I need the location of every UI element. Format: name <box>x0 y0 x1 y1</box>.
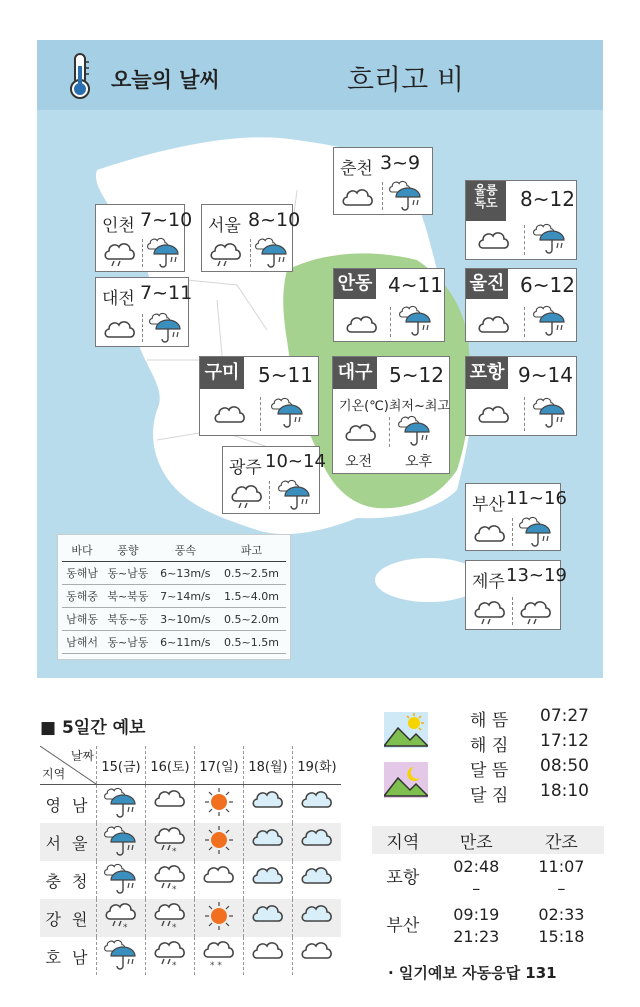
table-row <box>62 608 286 631</box>
partly-cloudy-icon <box>299 785 335 819</box>
umbrella-rain-icon <box>148 310 184 344</box>
city-temp: 10~14 <box>265 451 326 472</box>
umbrella-rain-icon <box>532 395 568 429</box>
partly-cloudy-icon <box>250 823 286 857</box>
cloud-rain-icon <box>208 239 242 267</box>
region-label: 영 남 <box>45 795 91 815</box>
sea-cell: 6~11m/s <box>154 631 217 654</box>
table-row <box>62 631 286 654</box>
forecast-row <box>40 899 341 937</box>
city-card-gwangju <box>222 446 326 514</box>
cloud-icon <box>201 861 237 895</box>
five-day-forecast-table <box>40 746 341 975</box>
cloud-rain-snow-icon <box>152 861 188 895</box>
umbrella-rain-icon <box>103 823 139 857</box>
tide-high <box>434 902 519 950</box>
city-temp: 11~16 <box>506 488 567 509</box>
partly-cloudy-icon <box>250 861 286 895</box>
cloud-icon <box>476 401 510 425</box>
sunrise-icon <box>384 712 428 748</box>
city-badge: 울릉 독도 <box>466 181 506 221</box>
region-label: 충 청 <box>45 871 91 891</box>
tide-time: 15:18 <box>538 927 585 946</box>
tide-header: 지역 <box>372 826 434 854</box>
cloud-snow-icon <box>201 937 237 971</box>
tide-table <box>372 826 604 950</box>
city-card-pohang <box>465 356 577 436</box>
partly-cloudy-icon <box>250 899 286 933</box>
cloud-rain-snow-icon <box>103 899 139 933</box>
umbrella-rain-icon <box>277 477 313 511</box>
city-name: 춘천 <box>340 159 373 179</box>
umbrella-rain-icon <box>270 395 306 429</box>
cloud-icon <box>476 311 510 335</box>
sea-cell: 0.5~2.0m <box>217 608 286 631</box>
moonset-time: 18:10 <box>540 781 589 801</box>
sea-cell: 0.5~1.5m <box>217 631 286 654</box>
sun-icon <box>201 785 237 819</box>
city-card-gumi <box>199 356 319 436</box>
sea-header: 풍속 <box>154 539 217 562</box>
city-temp: 6~12 <box>520 273 575 297</box>
svg-text:*: * <box>172 961 177 971</box>
sea-header: 바다 <box>62 539 102 562</box>
sunset-label: 해 짐 <box>470 736 509 756</box>
city-card-chuncheon <box>333 147 433 215</box>
city-card-incheon <box>95 204 193 272</box>
cloud-icon <box>152 785 188 819</box>
day-header: 15(금) <box>97 746 146 785</box>
city-card-seoul <box>201 204 301 272</box>
cloud-rain-snow-icon <box>152 937 188 971</box>
umbrella-rain-icon <box>146 235 182 269</box>
day-header: 19(화) <box>293 746 342 785</box>
day-header: 16(토) <box>146 746 195 785</box>
pm-label: 오후 <box>405 454 433 470</box>
sea-cell: 0.5~2.5m <box>217 562 286 585</box>
city-name: 대전 <box>102 289 135 309</box>
partly-cloudy-icon <box>299 823 335 857</box>
sunrise-time: 07:27 <box>540 706 589 726</box>
weather-summary: 흐리고 비 <box>347 63 465 96</box>
cloud-icon <box>299 937 335 971</box>
tide-low <box>519 854 604 902</box>
cloud-rain-snow-icon <box>152 823 188 857</box>
city-name: 인천 <box>102 216 135 236</box>
tide-high <box>434 854 519 902</box>
svg-text:*: * <box>123 923 128 933</box>
city-card-daejeon <box>95 277 193 347</box>
day-header: 17(일) <box>195 746 244 785</box>
city-card-uljin <box>465 268 577 342</box>
corner-top-label: 날짜 <box>70 749 94 763</box>
svg-text:*: * <box>172 847 177 857</box>
sea-cell: 동~남동 <box>102 562 154 585</box>
cloud-rain-icon <box>229 481 263 509</box>
sunrise-label: 해 뜸 <box>470 711 509 731</box>
moonset-label: 달 짐 <box>470 786 509 806</box>
city-temp: 7~11 <box>140 282 193 304</box>
umbrella-rain-icon <box>532 303 568 337</box>
table-row <box>372 902 604 950</box>
cloud-rain-icon <box>102 239 136 267</box>
forecast-row <box>40 785 341 824</box>
tide-time: 02:33 <box>538 905 585 924</box>
sea-cell: 동~남동 <box>102 631 154 654</box>
partly-cloudy-icon <box>299 899 335 933</box>
phone-service-note: · 일기예보 자동응답 131 <box>388 964 557 982</box>
tide-time: – <box>557 879 566 898</box>
region-label: 호 남 <box>45 947 91 967</box>
umbrella-rain-icon <box>388 178 424 212</box>
cloud-rain-snow-icon <box>152 899 188 933</box>
sunset-time: 17:12 <box>540 731 589 751</box>
city-temp: 5~12 <box>389 363 444 387</box>
tide-time: 09:19 <box>453 905 500 924</box>
forecast-title: ■ 5일간 예보 <box>40 718 146 738</box>
tide-header: 간조 <box>519 826 604 854</box>
tide-low <box>519 902 604 950</box>
sea-conditions-table <box>57 534 291 660</box>
sea-cell: 7~14m/s <box>154 585 217 608</box>
city-card-busan <box>465 483 567 551</box>
moonrise-time: 08:50 <box>540 756 589 776</box>
sea-cell: 북~북동 <box>102 585 154 608</box>
sea-cell: 동해중 <box>62 585 102 608</box>
cloud-icon <box>250 937 286 971</box>
svg-text:*: * <box>172 923 177 933</box>
umbrella-rain-icon <box>532 221 568 255</box>
cloud-icon <box>340 184 374 208</box>
tide-region: 포항 <box>386 868 420 888</box>
city-temp: 9~14 <box>518 363 573 387</box>
svg-text:*: * <box>172 885 177 895</box>
tide-time: – <box>472 879 481 898</box>
city-card-jeju <box>465 560 567 630</box>
sea-header: 풍향 <box>102 539 154 562</box>
map-header <box>37 40 603 110</box>
umbrella-rain-icon <box>103 785 139 819</box>
city-temp: 5~11 <box>258 363 313 387</box>
tide-region: 부산 <box>386 916 420 936</box>
am-label: 오전 <box>345 454 373 470</box>
region-label: 강 원 <box>40 899 97 937</box>
thermometer-icon <box>67 52 93 100</box>
page-title: 오늘의 날씨 <box>111 68 220 92</box>
umbrella-rain-icon <box>398 303 434 337</box>
forecast-row <box>40 823 341 861</box>
city-badge: 구미 <box>200 357 244 389</box>
city-badge: 안동 <box>334 269 376 299</box>
sea-cell: 북동~동 <box>102 608 154 631</box>
tide-time: 11:07 <box>538 857 585 876</box>
table-row <box>62 585 286 608</box>
cloud-icon <box>343 419 377 443</box>
forecast-row <box>40 861 341 899</box>
cloud-icon <box>476 227 510 251</box>
city-badge: 울진 <box>466 269 508 299</box>
city-name: 제주 <box>472 572 505 592</box>
cloud-icon <box>344 311 378 335</box>
sea-cell: 남해동 <box>62 608 102 631</box>
region-label: 서 울 <box>40 823 97 861</box>
table-row <box>372 854 604 902</box>
moonrise-label: 달 뜸 <box>470 761 509 781</box>
umbrella-rain-icon <box>254 235 290 269</box>
cloud-rain-icon <box>472 597 506 625</box>
sea-cell: 6~13m/s <box>154 562 217 585</box>
moonrise-icon <box>384 762 428 798</box>
day-header: 18(월) <box>244 746 293 785</box>
table-row <box>62 562 286 585</box>
sea-cell: 1.5~4.0m <box>217 585 286 608</box>
city-name: 부산 <box>472 495 505 515</box>
sea-cell: 3~10m/s <box>154 608 217 631</box>
city-card-ulleung-dokdo <box>465 180 577 260</box>
partly-cloudy-icon <box>299 861 335 895</box>
city-name: 서울 <box>208 216 241 236</box>
city-card-andong <box>333 268 445 342</box>
corner-cell <box>40 746 97 785</box>
city-card-daegu <box>332 356 450 474</box>
umbrella-rain-icon <box>397 413 433 447</box>
sea-header: 파고 <box>217 539 286 562</box>
tide-header: 만조 <box>434 826 519 854</box>
umbrella-rain-icon <box>518 514 554 548</box>
partly-cloudy-icon <box>250 785 286 819</box>
cloud-icon <box>102 316 136 340</box>
city-temp: 3~9 <box>380 152 421 174</box>
svg-text:* *: * * <box>210 961 222 971</box>
city-temp: 13~19 <box>506 565 567 586</box>
umbrella-rain-icon <box>103 937 139 971</box>
city-temp: 8~10 <box>248 209 301 231</box>
tide-time: 02:48 <box>453 857 500 876</box>
weather-map <box>37 40 603 678</box>
sun-icon <box>201 823 237 857</box>
sun-icon <box>201 899 237 933</box>
cloud-rain-icon <box>518 597 552 625</box>
tide-time: 21:23 <box>453 927 500 946</box>
city-temp: 8~12 <box>520 187 575 211</box>
sea-cell: 남해서 <box>62 631 102 654</box>
city-temp: 7~10 <box>140 209 193 231</box>
corner-bottom-label: 지역 <box>42 767 66 781</box>
temp-legend-label: 기온(℃)최저~최고 <box>339 399 450 414</box>
city-name: 광주 <box>229 458 262 478</box>
forecast-row <box>40 937 341 975</box>
sea-cell: 동해남 <box>62 562 102 585</box>
city-badge: 대구 <box>333 357 377 389</box>
cloud-icon <box>212 401 246 425</box>
city-temp: 4~11 <box>388 273 443 297</box>
city-badge: 포항 <box>466 357 508 389</box>
cloud-icon <box>472 520 506 544</box>
umbrella-rain-icon <box>103 861 139 895</box>
